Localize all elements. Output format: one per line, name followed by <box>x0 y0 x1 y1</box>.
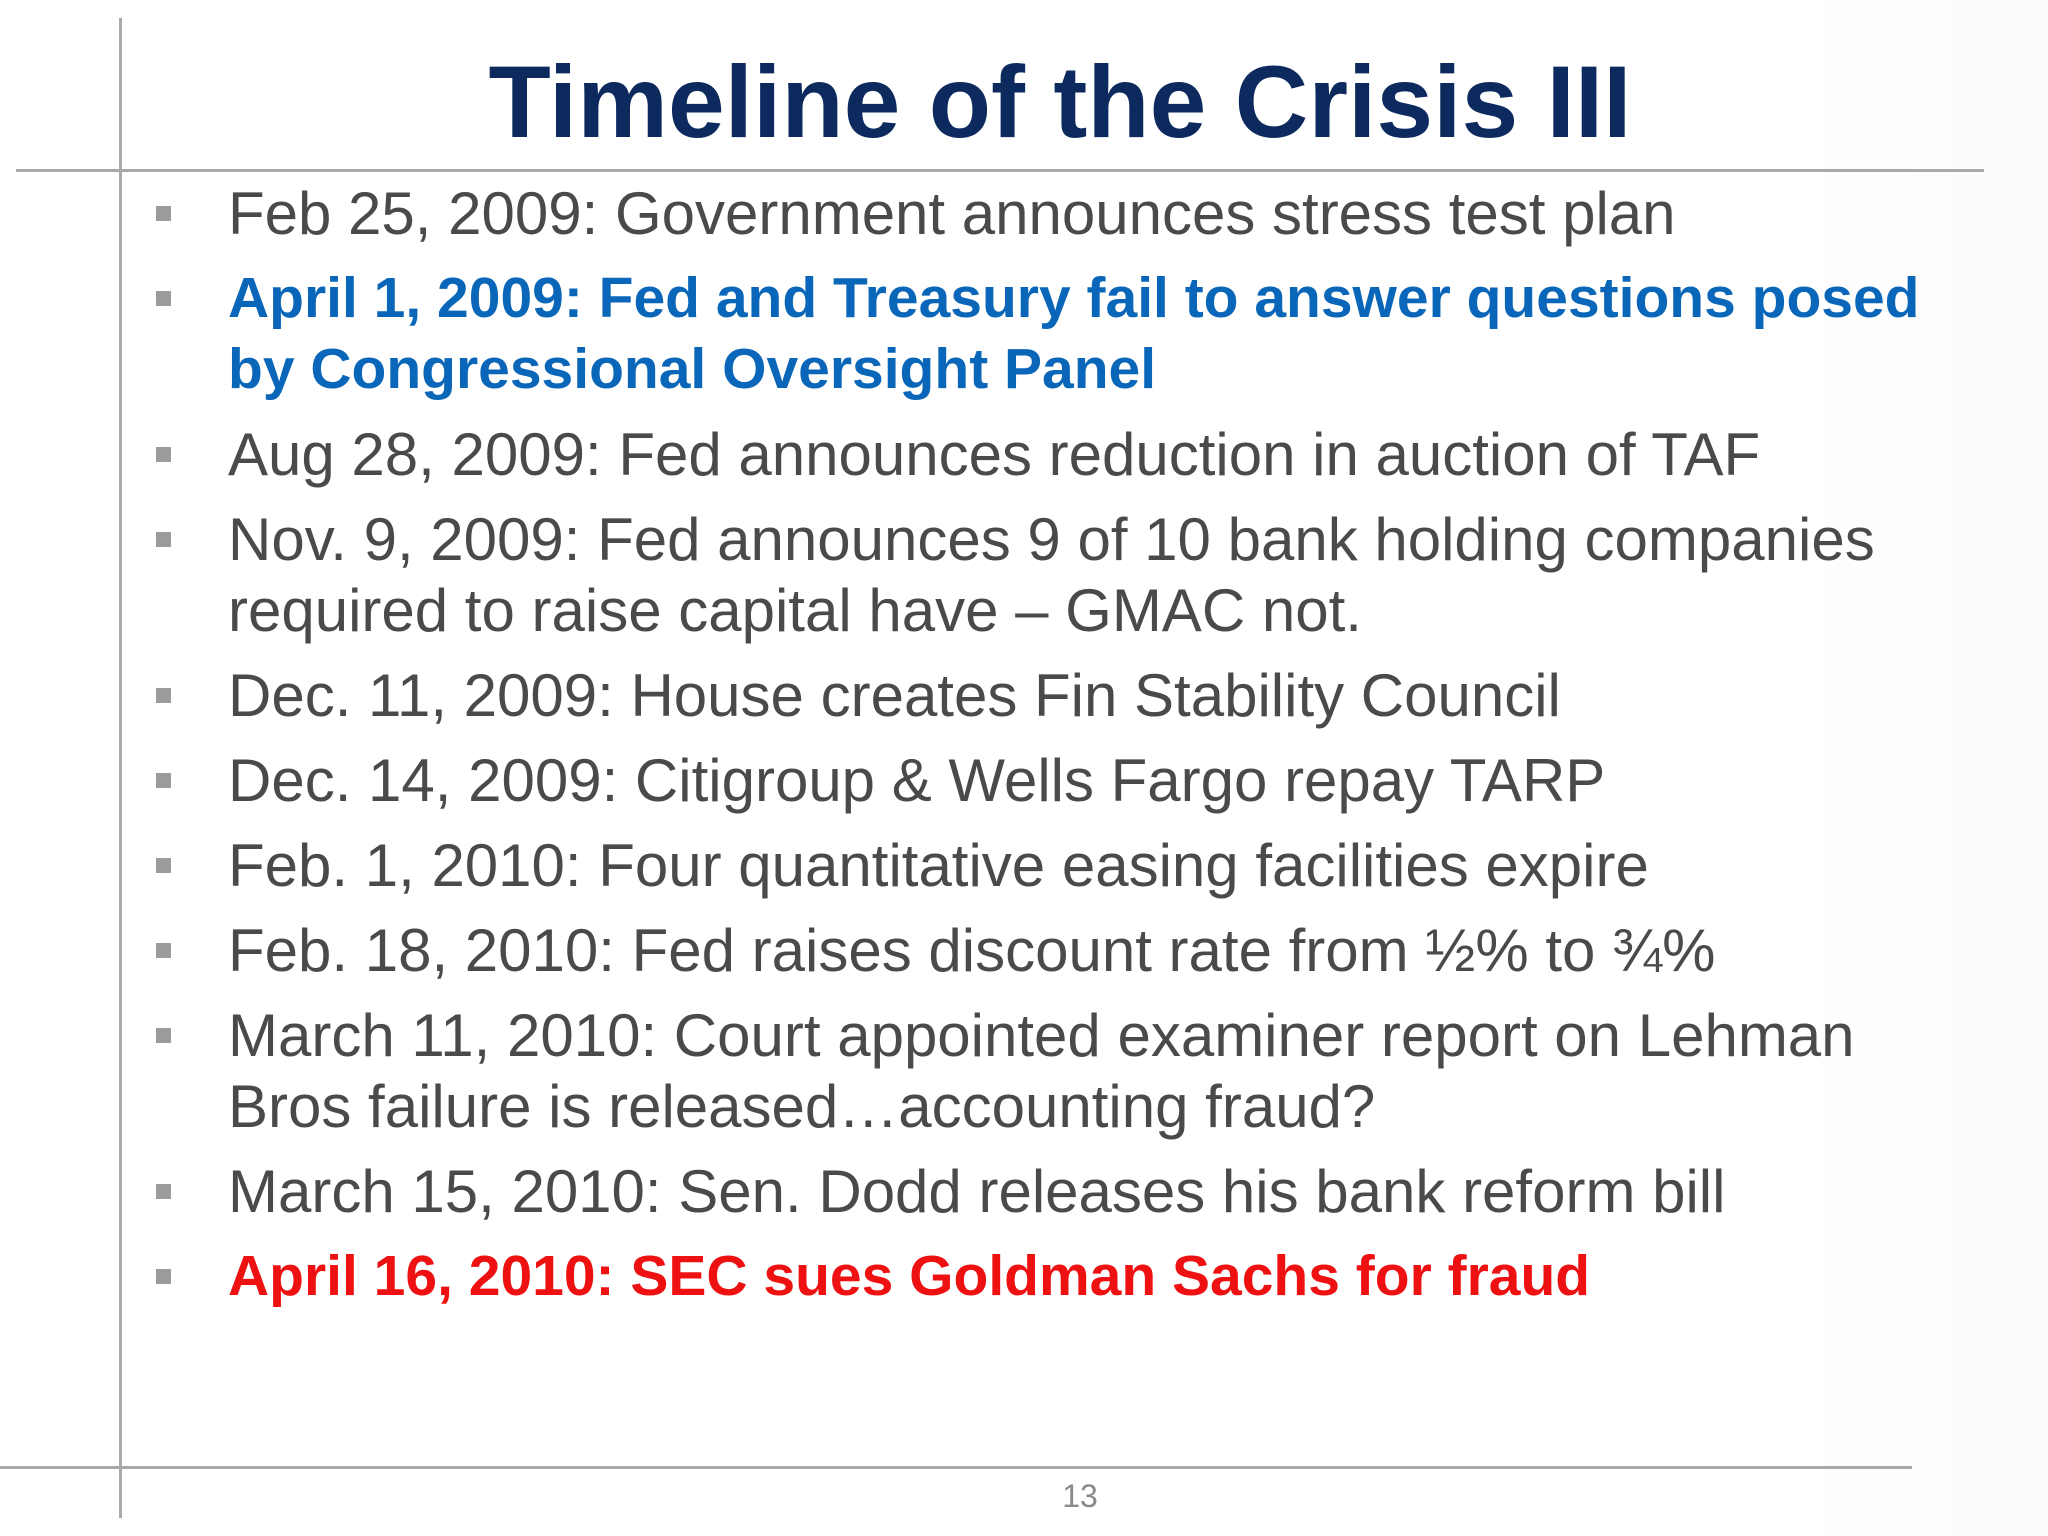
bullet-text: Feb. 1, 2010: Four quantitative easing facilities expire <box>228 832 1649 899</box>
slide-title: Timeline of the Crisis III <box>488 45 1632 159</box>
title-rule <box>16 169 1984 172</box>
bullet-list <box>152 178 1992 1326</box>
square-bullet-icon <box>156 688 171 703</box>
bullet-text: Dec. 14, 2009: Citigroup & Wells Fargo repay TARP <box>228 747 1606 814</box>
bullet-item <box>152 1000 1992 1142</box>
bullet-text: March 15, 2010: Sen. Dodd releases his bank reform bill <box>228 1158 1726 1225</box>
bullet-item <box>152 745 1992 816</box>
bullet-text: Dec. 11, 2009: House creates Fin Stability Council <box>228 662 1561 729</box>
bullet-text: April 16, 2010: SEC sues Goldman Sachs for fraud <box>228 1244 1591 1308</box>
square-bullet-icon <box>156 1184 171 1199</box>
bullet-item <box>152 263 1992 405</box>
bullet-text: Aug 28, 2009: Fed announces reduction in auction of TAF <box>228 421 1761 488</box>
bullet-item <box>152 1241 1992 1312</box>
square-bullet-icon <box>156 858 171 873</box>
square-bullet-icon <box>156 943 171 958</box>
bullet-item <box>152 419 1992 490</box>
footer-rule <box>0 1466 1912 1469</box>
square-bullet-icon <box>156 773 171 788</box>
square-bullet-icon <box>156 1028 171 1043</box>
vertical-rule <box>119 18 122 1518</box>
bullet-item <box>152 830 1992 901</box>
square-bullet-icon <box>156 1269 171 1284</box>
bullet-item <box>152 1156 1992 1227</box>
square-bullet-icon <box>156 447 171 462</box>
bullet-text: Feb. 18, 2010: Fed raises discount rate from ½% to ¾% <box>228 917 1716 984</box>
bullet-text: Nov. 9, 2009: Fed announces 9 of 10 bank holding companies required to raise capital have – GMAC not. <box>228 506 1875 644</box>
page-number: 13 <box>1062 1478 1098 1514</box>
bullet-text: Feb 25, 2009: Government announces stress test plan <box>228 180 1676 247</box>
bullet-text: March 11, 2010: Court appointed examiner report on Lehman Bros failure is released…accounting fraud? <box>228 1002 1855 1140</box>
bullet-item <box>152 660 1992 731</box>
square-bullet-icon <box>156 206 171 221</box>
square-bullet-icon <box>156 532 171 547</box>
square-bullet-icon <box>156 291 171 306</box>
bullet-item <box>152 178 1992 249</box>
bullet-item <box>152 915 1992 986</box>
bullet-text: April 1, 2009: Fed and Treasury fail to answer questions posed by Congressional Oversight Panel <box>228 266 1920 401</box>
bullet-item <box>152 504 1992 646</box>
